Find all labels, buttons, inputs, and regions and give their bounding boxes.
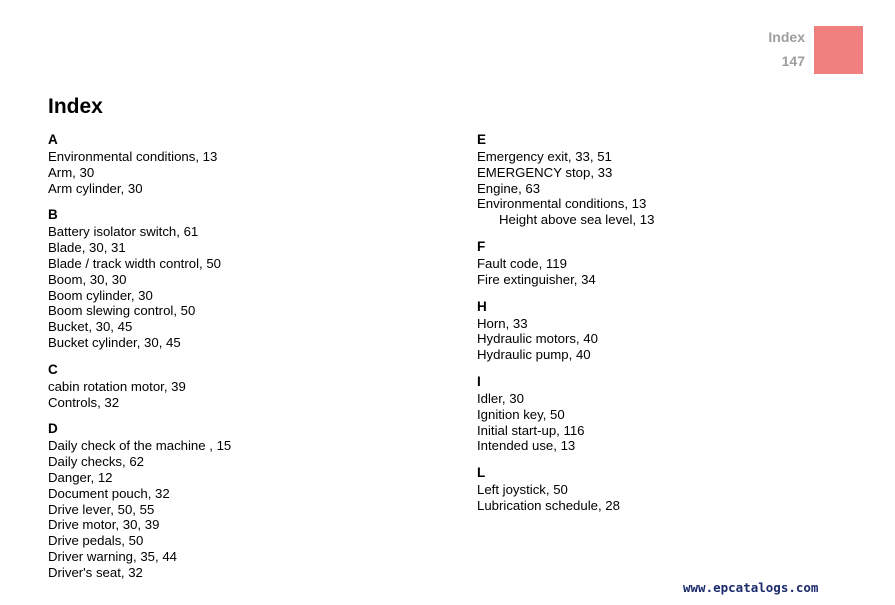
index-entry: Battery isolator switch, 61	[48, 224, 199, 240]
index-entry: Boom, 30, 30	[48, 271, 127, 287]
index-entry: Fire extinguisher, 34	[477, 271, 596, 287]
index-group-b	[48, 206, 448, 350]
index-column-right	[477, 131, 857, 524]
index-column-left	[48, 131, 448, 591]
index-group-a	[48, 131, 448, 196]
index-entry: Driver warning, 35, 44	[48, 548, 178, 564]
index-entry: Emergency exit, 33, 51	[477, 149, 612, 164]
index-entry: Danger, 12	[48, 469, 113, 485]
index-entry: Hydraulic motors, 40	[477, 331, 598, 347]
index-entry: Driver's seat, 32	[48, 564, 143, 580]
index-entry: Initial start-up, 116	[477, 422, 585, 438]
index-group-e	[477, 131, 857, 228]
index-entry: Blade / track width control, 50	[48, 255, 221, 271]
index-group-f	[477, 238, 857, 288]
index-entry: Controls, 32	[48, 394, 120, 410]
index-entry: EMERGENCY stop, 33	[477, 164, 613, 180]
index-entry: Drive lever, 50, 55	[48, 501, 155, 517]
index-letter-heading: E	[477, 132, 487, 147]
index-entry: Hydraulic pump, 40	[477, 347, 591, 363]
page-title: Index	[48, 95, 103, 118]
index-entry: Left joystick, 50	[477, 482, 568, 498]
index-entry: Arm cylinder, 30	[48, 180, 143, 196]
footer-watermark-url: www.epcatalogs.com	[683, 580, 819, 595]
index-entry: Drive pedals, 50	[48, 533, 144, 549]
index-entry: Boom slewing control, 50	[48, 303, 196, 319]
index-group-c	[48, 361, 448, 411]
index-letter-heading: F	[477, 238, 486, 254]
index-entry: Daily check of the machine , 15	[48, 438, 232, 454]
index-letter-heading: I	[477, 373, 481, 389]
index-letter-heading: D	[48, 421, 58, 437]
index-entry: Arm, 30	[48, 164, 95, 180]
section-tab-marker	[814, 26, 863, 74]
index-letter-heading: L	[477, 465, 486, 481]
index-entry: Blade, 30, 31	[48, 240, 126, 256]
index-letter-heading: B	[48, 207, 58, 223]
index-entry: Bucket cylinder, 30, 45	[48, 334, 181, 350]
index-entry: Drive motor, 30, 39	[48, 517, 160, 533]
index-entry: Fault code, 119	[477, 255, 567, 271]
index-entry: Ignition key, 50	[477, 406, 565, 422]
index-group-d	[48, 420, 448, 580]
index-letter-heading: A	[48, 132, 58, 147]
page-header	[768, 26, 805, 71]
running-header-section: Index	[768, 29, 805, 45]
index-entry: Environmental conditions, 13	[477, 196, 647, 212]
index-entry: Intended use, 13	[477, 438, 576, 454]
index-entry: Bucket, 30, 45	[48, 319, 133, 335]
index-entry: Idler, 30	[477, 390, 524, 406]
index-entry: Environmental conditions, 13	[48, 149, 218, 164]
index-group-h	[477, 298, 857, 363]
page-number: 147	[781, 53, 805, 69]
index-entry: Engine, 63	[477, 180, 541, 196]
index-entry: Lubrication schedule, 28	[477, 497, 620, 513]
index-letter-heading: H	[477, 298, 487, 314]
index-entry: cabin rotation motor, 39	[48, 378, 186, 394]
index-group-i	[477, 373, 857, 454]
index-letter-heading: C	[48, 361, 58, 377]
index-entry: Horn, 33	[477, 315, 528, 331]
index-subentry: Height above sea level, 13	[499, 212, 655, 228]
index-entry: Boom cylinder, 30	[48, 287, 153, 303]
index-group-l	[477, 464, 857, 514]
index-entry: Document pouch, 32	[48, 485, 170, 501]
index-entry: Daily checks, 62	[48, 454, 145, 470]
